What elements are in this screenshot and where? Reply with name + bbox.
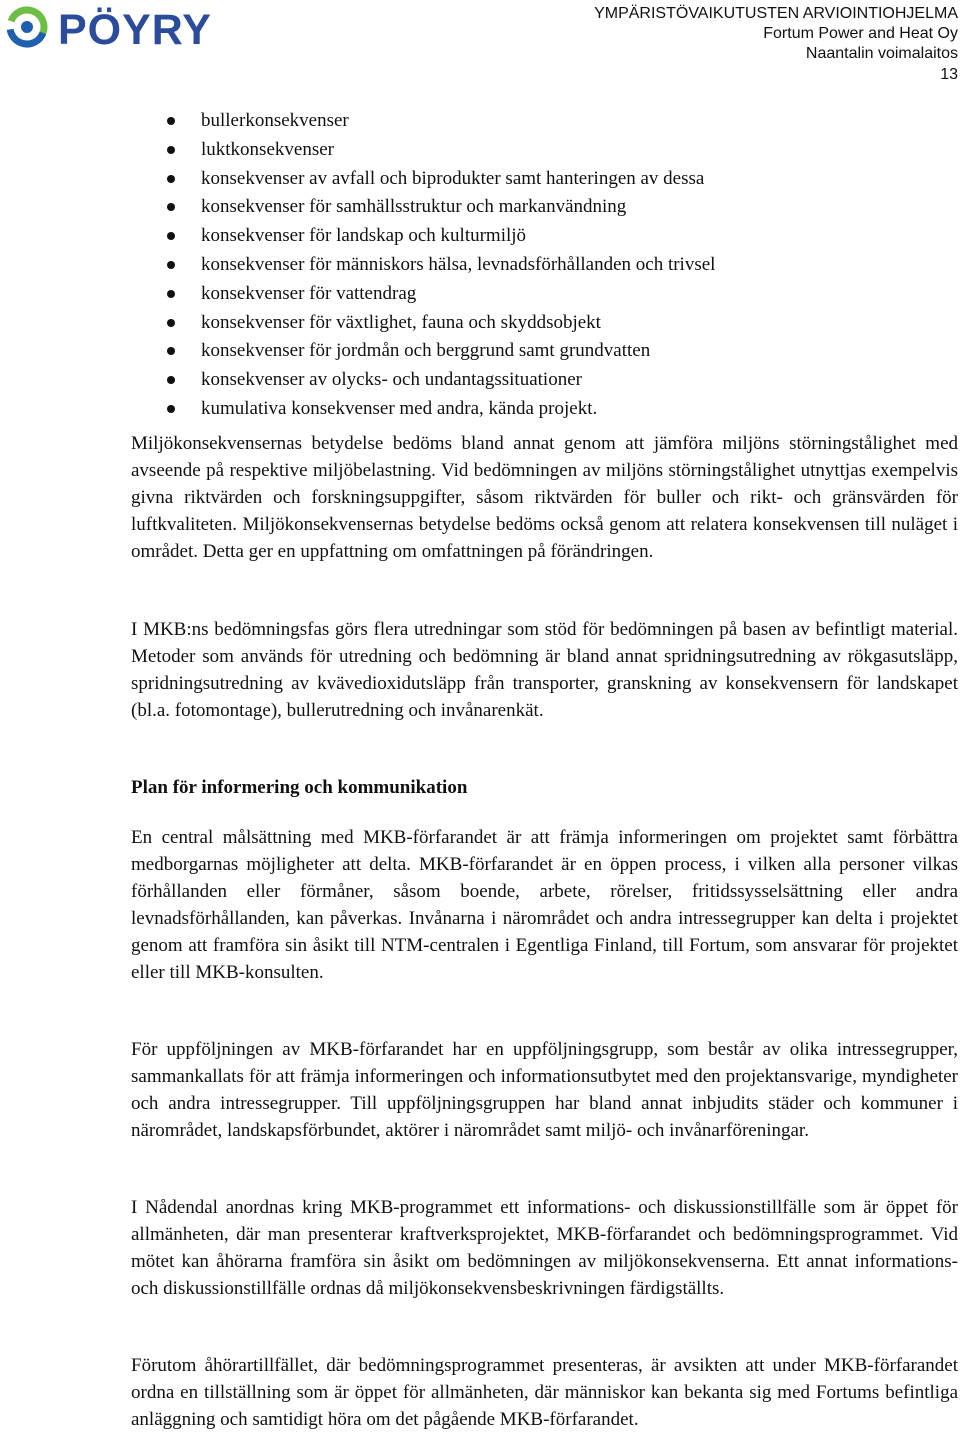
logo-wordmark: PÖYRY <box>58 6 212 50</box>
paragraph-participation: En central målsättning med MKB-förfarandet är att främja informeringen om projektet samt förbättra medborgarnas möjligheter att delta. MKB-förfarandet är en öppen process, i vilken alla personer vilkas förhållanden eller förmåner, såsom boende, arbete, rörelser, fritidssysselsättning eller andra levnadsförhållanden, kan påverkas. Invånarna i närområdet och andra intressegrupper kan delta i projektet genom att framföra sin åsikt till NTM-centralen i Egentliga Finland, till Fortum, som ansvarar för projektet eller till MKB-konsulten. <box>131 827 958 983</box>
list-item: luktkonsekvenser <box>160 136 950 165</box>
list-item: konsekvenser för växtlighet, fauna och skyddsobjekt <box>160 309 950 338</box>
paragraph-open-event: Förutom åhörartillfället, där bedömningsprogrammet presenteras, är avsikten att under MKB-förfarandet ordna en tillställning som är öppet för allmänheten, där människor kan bekanta sig med Fortums befintliga anläggning och samtidigt höra om det pågående MKB-förfarandet. <box>131 1355 958 1430</box>
bullet-icon <box>167 261 175 269</box>
bullet-icon <box>167 117 175 125</box>
bullet-icon <box>167 290 175 298</box>
page-number: 13 <box>940 66 958 83</box>
list-item: kumulativa konsekvenser med andra, kända projekt. <box>160 395 950 424</box>
list-item: konsekvenser för jordmån och berggrund samt grundvatten <box>160 337 950 366</box>
paragraph-assessment-methods: I MKB:ns bedömningsfas görs flera utredningar som stöd för bedömningen på basen av befintligt material. Metoder som används för utredning och bedömning är bland annat spridningsutredning av rökgasutsläpp, spridningsutredning av kvävedioxidutsläpp från transporter, granskning av konsekvensern för landskapet (bl.a. fotomontage), bullerutredning och invånarenkät. <box>131 619 958 721</box>
list-item: konsekvenser för landskap och kulturmiljö <box>160 222 950 251</box>
program-title: YMPÄRISTÖVAIKUTUSTEN ARVIOINTIOHJELMA <box>594 5 958 22</box>
page-header <box>594 4 958 85</box>
poyry-logo-icon <box>6 4 260 50</box>
bullet-icon <box>167 319 175 327</box>
list-item: konsekvenser av olycks- och undantagssituationer <box>160 366 950 395</box>
bullet-icon <box>167 232 175 240</box>
bullet-icon <box>167 203 175 211</box>
paragraph-monitoring-group: För uppföljningen av MKB-förfarandet har en uppföljningsgrupp, som består av olika intressegrupper, sammankallats för att främja informeringen och informationsutbytet med den projektansvarige, myndigheter och andra intressegrupper. Till uppföljningsgruppen har bland annat inbjudits städer och kommuner i närområdet, landskapsförbundet, aktörer i närområdet samt miljö- och invånarföreningar. <box>131 1039 958 1141</box>
list-item: konsekvenser för människors hälsa, levnadsförhållanden och trivsel <box>160 251 950 280</box>
list-item: konsekvenser för samhällsstruktur och markanvändning <box>160 193 950 222</box>
paragraph-public-meetings: I Nådendal anordnas kring MKB-programmet ett informations- och diskussionstillfälle som är öppet för allmänheten, där man presenterar kraftverksprojektet, MKB-förfarandet och bedömningsprogrammet. Vid mötet kan åhörarna framföra sin åsikt om bedömningen av miljökonsekvenserna. Ett annat informations- och diskussionstillfälle ordnas då miljökonsekvensbeskrivningen färdigställts. <box>131 1197 958 1299</box>
consequence-bullet-list <box>160 107 950 424</box>
bullet-icon <box>167 146 175 154</box>
list-item: konsekvenser för vattendrag <box>160 280 950 309</box>
company-name: Fortum Power and Heat Oy <box>763 25 958 42</box>
bullet-icon <box>167 376 175 384</box>
bullet-icon <box>167 405 175 413</box>
list-item: bullerkonsekvenser <box>160 107 950 136</box>
bullet-icon <box>167 175 175 183</box>
bullet-icon <box>167 347 175 355</box>
plant-name: Naantalin voimalaitos <box>805 45 958 62</box>
list-item: konsekvenser av avfall och biprodukter samt hanteringen av dessa <box>160 165 950 194</box>
company-logo <box>6 4 260 50</box>
section-heading: Plan för informering och kommunikation <box>131 777 468 798</box>
paragraph-significance-assessment: Miljökonsekvensernas betydelse bedöms bland annat genom att jämföra miljöns störningstålighet med avseende på respektive miljöbelastning. Vid bedömningen av miljöns störningstålighet utnyttjas exempelvis givna riktvärden och forskningsuppgifter, såsom riktvärden för buller och rikt- och gränsvärden för luftkvaliteten. Miljökonsekvensernas betydelse bedöms också genom att relatera konsekvensen till nuläget i området. Detta ger en uppfattning om omfattningen på förändringen. <box>131 433 958 562</box>
